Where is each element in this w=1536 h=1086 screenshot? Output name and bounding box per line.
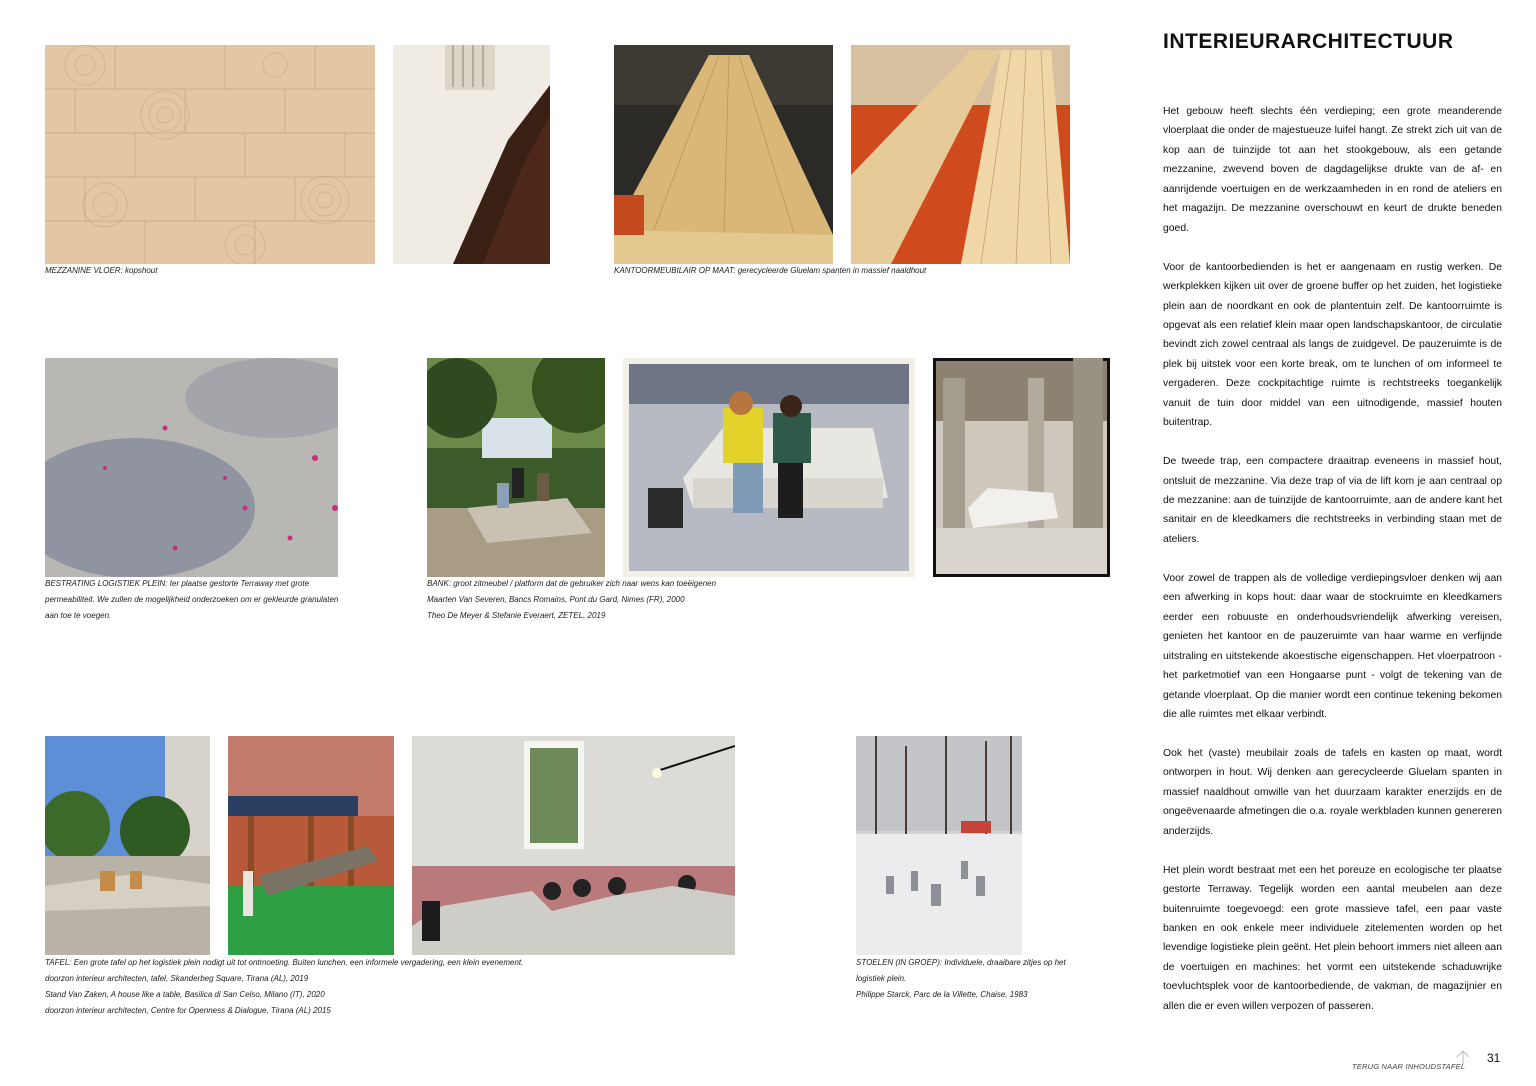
- caption-line: aan toe te voegen.: [45, 611, 112, 620]
- caption-line: logistiek plein.: [856, 974, 907, 983]
- caption-line: MEZZANINE VLOER: kopshout: [45, 266, 158, 275]
- caption-line: STOELEN (IN GROEP): Individuele, draaibare zitjes op het: [856, 958, 1066, 967]
- caption-kantoormeubilair: [614, 263, 926, 279]
- caption-line: Philippe Starck, Parc de la Villette, Chaise, 1983: [856, 990, 1028, 999]
- arrow-up-icon[interactable]: [1455, 1049, 1471, 1065]
- caption-mezzanine: [45, 263, 157, 279]
- caption-line: BESTRATING LOGISTIEK PLEIN: ter plaatse gestorte Terraway met grote: [45, 579, 310, 588]
- paragraph: De tweede trap, een compactere draaitrap eveneens in massief hout, ontsluit de mezzanine. Via deze trap of via de lift kom je aan centraal op de mezzanine: aan de tuinzijde de kantoorruimte, aan de andere kant het sanitair en de kleedkamers die rechtstreeks in verbinding staan met de ateliers.: [1163, 456, 1502, 545]
- caption-line: BANK: groot zitmeubel / platform dat de gebruiker zich naar wens kan toeëigenen: [427, 579, 717, 588]
- photo-table-skanderbeg: [45, 736, 210, 955]
- paragraph: Ook het (vaste) meubilair zoals de tafels en kasten op maat, wordt ontworpen in hout. Wij denken aan gerecycleerde Gluelam spanten in massief naaldhout omwille van het duurzaam karakter enerzijds en de ongeëvenaarde afmetingen die o.a. royale werkbladen kunnen genereren anderzijds.: [1163, 747, 1502, 837]
- photo-gluelam-beam: [614, 45, 833, 264]
- caption-line: Stand Van Zaken, A house like a table, Basilica di San Celso, Milano (IT), 2020: [45, 990, 325, 999]
- photo-house-like-table: [228, 736, 394, 955]
- photo-terraway-paving: [45, 358, 338, 577]
- photo-bench-pont-du-gard: [427, 358, 605, 577]
- paragraph: Voor de kantoorbedienden is het er aangenaam en rustig werken. De werkplekken kijken uit over de groene buffer op het zuiden, het logistieke plein aan de noordkant en ook de plantentuin zelf. De kantoorruimte is opgevat als een relatief klein maar open landschapskantoor, de circulatie bevindt zich zowel centraal als langs de zuidgevel. De pauzeruimte is de plek bij uitstek voor een korte break, om te lunchen of om informeel te vergaderen. Deze cockpitachtige ruimte is rechtstreeks toegankelijk vanuit de tuin door middel van een uitnodigende, massief houten buitentrap.: [1163, 261, 1502, 429]
- page-title: INTERIEURARCHITECTUUR: [1163, 30, 1454, 53]
- photo-endgrain-wood-floor: [45, 45, 375, 264]
- paragraph: Het plein wordt bestraat met een het poreuze en ecologische ter plaatse gestorte Terraway. Tegelijk worden een aantal meubelen aan deze buitenruimte toegevoegd: een grote massieve tafel, een paar vaste banken en ook enkele meer individuele zitelementen worden op het levendige logistieke plein geënt. Het plein behoort immers niet alleen aan de voertuigen en machines: het vormt een uitstekende schaduwrijke toevluchtsplek voor de kantoorbediende, de vakman, de magazijnier en allen die er even willen verpozen of passeren.: [1163, 864, 1502, 1012]
- caption-line: doorzon interieur architecten, tafel, Skanderbeg Square, Tirana (AL), 2019: [45, 974, 309, 983]
- back-to-contents-link[interactable]: TERUG NAAR INHOUDSTAFEL: [1352, 1062, 1466, 1071]
- caption-line: Theo De Meyer & Stefanie Everaert, ZETEL, 2019: [427, 611, 606, 620]
- page-number: 31: [1487, 1051, 1501, 1065]
- caption-line: TAFEL: Een grote tafel op het logistiek plein nodigt uit tot ontmoeting. Buiten lunchen, een informele vergadering, een klein evenement.: [45, 958, 524, 967]
- caption-line: Maarten Van Severen, Bancs Romains, Pont du Gard, Nimes (FR), 2000: [427, 595, 685, 604]
- paragraph: Het gebouw heeft slechts één verdieping; een grote meanderende vloerplaat die onder de majestueuze luifel hangt. Ze strekt zich uit van de kop aan de tuinzijde tot aan het stookgebouw, als een getande mezzanine, zwevend boven de dagdagelijkse drukte van de af- en aanrijdende voertuigen en de werkzaamheden in en rond de ateliers en het magazijn. De mezzanine overschouwt en keurt de drukte beneden goed.: [1163, 106, 1502, 234]
- caption-stoelen: [856, 955, 1066, 1003]
- photo-wood-floor-detail: [393, 45, 550, 264]
- caption-line: KANTOORMEUBILAIR OP MAAT: gerecycleerde Gluelam spanten in massief naaldhout: [614, 266, 927, 275]
- photo-zetel-bench: [623, 358, 915, 577]
- paragraph: Voor zowel de trappen als de volledige verdiepingsvloer denken wij aan een afwerking in kops hout: daar waar de stockruimte en kleedkamers eerder een robuuste en onderhoudsvriendelijk afwerking vereisen, genieten het kantoor en de pauzeruimte van haar warme en verfijnde uitstraling en uitstekende akoestische eigenschappen. Het vloerpatroon - het parketmotief van een Hongaarse punt - volgt de tekening van de getande vloerplaat. Op die manier wordt een continue tekening bekomen die alle ruimtes met elkaar verbindt.: [1163, 572, 1502, 720]
- photo-bench-basilica: [933, 358, 1110, 577]
- caption-line: doorzon interieur architecten, Centre for Openness & Dialogue, Tirana (AL) 2015: [45, 1006, 331, 1015]
- caption-bank: [427, 576, 716, 624]
- caption-line: permeabiliteit. We zullen de mogelijkheid onderzoeken om er gekleurde granulaten: [45, 595, 339, 604]
- caption-bestrating: [45, 576, 338, 624]
- body-text: [1163, 102, 1502, 1036]
- photo-table-interior: [412, 736, 735, 955]
- photo-gluelam-stack: [851, 45, 1070, 264]
- caption-tafel: [45, 955, 523, 1019]
- photo-chairs-la-villette: [856, 736, 1022, 955]
